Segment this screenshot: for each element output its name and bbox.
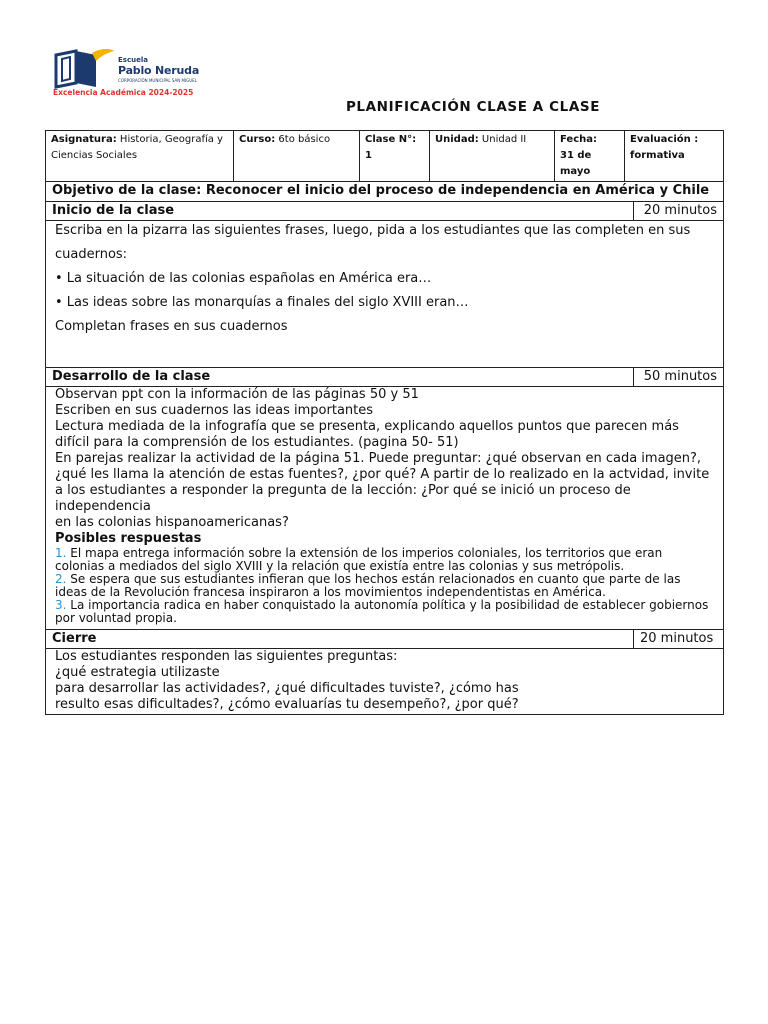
desarrollo-line: en las colonias hispanoamericanas? bbox=[55, 515, 289, 530]
desarrollo-line: En parejas realizar la actividad de la página 51. Puede preguntar: ¿qué observan en cada imagen?, ¿qué les llama la atención de estas fuentes?, ¿por qué? A partir de lo realizado en la actvidad, invite a los estudiantes a responder la pregunta de la lección: ¿Por qué se inició un proceso de independencia bbox=[55, 451, 710, 514]
evaluacion-cell bbox=[625, 131, 724, 182]
answer-text: La importancia radica en haber conquistado la autonomía política y la posibilidad de establecer gobiernos bbox=[66, 598, 709, 612]
answer-text: El mapa entrega información sobre la extensión de los imperios coloniales, los territorios que eran colonias a mediados del siglo XVIII y la relación que existía entre las colonias y sus metrópolis. bbox=[55, 546, 663, 573]
evaluacion-value: formativa bbox=[630, 150, 685, 161]
inicio-bullet: • La situación de las colonias españolas en América era… bbox=[55, 271, 432, 286]
asignatura-label: Asignatura: bbox=[51, 134, 117, 145]
cierre-body bbox=[46, 649, 724, 715]
asignatura-cell bbox=[46, 131, 234, 182]
unidad-cell bbox=[430, 131, 555, 182]
class-plan-table bbox=[45, 181, 724, 715]
desarrollo-minutes: 50 minutos bbox=[634, 368, 724, 387]
desarrollo-line: difícil para la comprensión de los estudiantes. (pagina 50- 51) bbox=[55, 435, 459, 450]
fecha-cell bbox=[555, 131, 625, 182]
answer-number: 3. bbox=[55, 598, 67, 612]
class-objective: Objetivo de la clase: Reconocer el inicio del proceso de independencia en América y Chile bbox=[46, 182, 724, 202]
desarrollo-line: Observan ppt con la información de las páginas 50 y 51 bbox=[55, 387, 419, 402]
fecha-label: Fecha: bbox=[560, 134, 598, 145]
curso-value: 6to básico bbox=[278, 134, 331, 145]
answer-number: 1. bbox=[55, 546, 67, 560]
answer-number: 2. bbox=[55, 572, 67, 586]
asignatura-value: Historia, Geografía y Ciencias Sociales bbox=[51, 134, 223, 161]
cierre-line: para desarrollar las actividades?, ¿qué dificultades tuviste?, ¿cómo has bbox=[55, 681, 519, 696]
evaluacion-label: Evaluación : bbox=[630, 134, 699, 145]
inicio-line: cuadernos: bbox=[55, 247, 128, 262]
answer-tail: por voluntad propia. bbox=[55, 611, 177, 625]
clase-label: Clase N°: 1 bbox=[365, 134, 417, 161]
cierre-title: Cierre bbox=[46, 630, 634, 649]
answer-text: Se espera que sus estudiantes infieran que los hechos están relacionados en cuanto que parte de las ideas de la Revolución francesa inspiraron a los movimientos independentistas en América. bbox=[55, 572, 681, 599]
answers-title: Posibles respuestas bbox=[55, 531, 202, 546]
school-name: Pablo Neruda bbox=[118, 64, 200, 77]
school-logo bbox=[52, 44, 212, 94]
desarrollo-line: Escriben en sus cuadernos las ideas importantes bbox=[55, 403, 374, 418]
school-label-small: Escuela bbox=[118, 56, 148, 64]
school-corporation: CORPORACIÓN MUNICIPAL SAN MIGUEL bbox=[118, 78, 197, 83]
desarrollo-body bbox=[46, 387, 724, 630]
curso-label: Curso: bbox=[239, 134, 276, 145]
inicio-minutes: 20 minutos bbox=[634, 202, 724, 221]
inicio-line: Escriba en la pizarra las siguientes frases, luego, pida a los estudiantes que las completen en sus bbox=[55, 223, 691, 238]
unidad-label: Unidad: bbox=[435, 134, 479, 145]
document-title: PLANIFICACIÓN CLASE A CLASE bbox=[345, 99, 601, 115]
cierre-minutes: 20 minutos bbox=[634, 630, 724, 649]
fecha-value: 31 de mayo bbox=[560, 150, 592, 177]
inicio-bullet: • Las ideas sobre las monarquías a finales del siglo XVIII eran… bbox=[55, 295, 469, 310]
school-motto: Excelencia Académica 2024-2025 bbox=[53, 88, 194, 97]
answer-item bbox=[55, 573, 714, 599]
inicio-line: Completan frases en sus cuadernos bbox=[55, 319, 288, 334]
desarrollo-title: Desarrollo de la clase bbox=[46, 368, 634, 387]
curso-cell bbox=[234, 131, 360, 182]
clase-cell bbox=[360, 131, 430, 182]
inicio-title: Inicio de la clase bbox=[46, 202, 634, 221]
class-info-table bbox=[45, 130, 724, 182]
cierre-line: resulto esas dificultades?, ¿cómo evaluarías tu desempeño?, ¿por qué? bbox=[55, 697, 519, 712]
inicio-body bbox=[46, 221, 724, 368]
book-logo-icon bbox=[52, 47, 116, 89]
unidad-value: Unidad II bbox=[481, 134, 527, 145]
planning-table-container bbox=[45, 130, 723, 715]
cierre-line: Los estudiantes responden las siguientes preguntas: bbox=[55, 649, 398, 664]
desarrollo-line: Lectura mediada de la infografía que se presenta, explicando aquellos puntos que parecen más bbox=[55, 419, 679, 434]
cierre-line: ¿qué estrategia utilizaste bbox=[55, 665, 220, 680]
answer-item bbox=[55, 547, 714, 573]
